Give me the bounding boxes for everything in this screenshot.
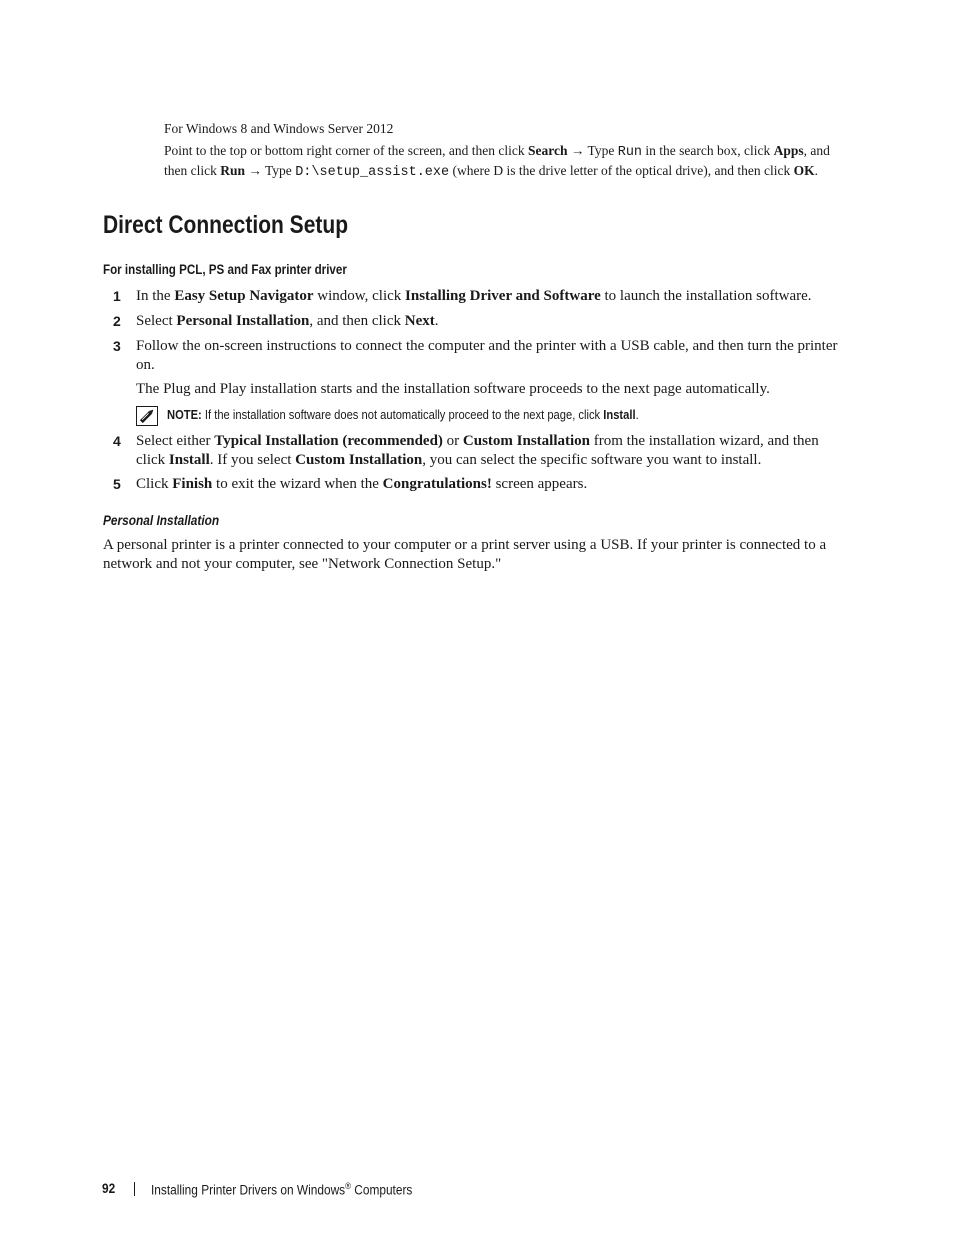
- personal-installation-heading: Personal Installation: [103, 513, 220, 528]
- section-title: Direct Connection Setup: [103, 211, 349, 239]
- windows8-instructions: Point to the top or bottom right corner of the screen, and then click Search → Type Run in the search box, click Apps, and then click Run → Type D:\setup_assist.exe (where D is the drive letter of the optical drive), and then click OK.: [164, 143, 830, 180]
- note-pencil-icon: [136, 406, 158, 426]
- step-number: 5: [113, 476, 121, 492]
- step-number: 3: [113, 338, 121, 354]
- step-followup-text: The Plug and Play installation starts and the installation software proceeds to the next page automatically.: [136, 381, 770, 397]
- personal-installation-text: A personal printer is a printer connected to your computer or a print server using a USB. If your printer is connected to a network and not your computer, see "Network Connection Setup.": [103, 537, 827, 572]
- page-number: 92: [102, 1181, 116, 1196]
- note-text: NOTE: If the installation software does not automatically proceed to the next page, click Install.: [167, 407, 639, 422]
- footer-title: Installing Printer Drivers on Windows® Computers: [151, 1181, 413, 1198]
- step-text: In the Easy Setup Navigator window, click Installing Driver and Software to launch the installation software.: [136, 288, 812, 304]
- step-number: 1: [113, 288, 121, 304]
- step-text: Follow the on-screen instructions to connect the computer and the printer with a USB cable, and then turn the printer on.: [136, 338, 838, 373]
- step-text: Select either Typical Installation (recommended) or Custom Installation from the installation wizard, and then click Install. If you select Custom Installation, you can select the specific software you want to install.: [136, 433, 819, 468]
- footer-divider: [134, 1182, 135, 1196]
- section-subtitle: For installing PCL, PS and Fax printer driver: [103, 262, 347, 277]
- step-text: Click Finish to exit the wizard when the Congratulations! screen appears.: [136, 476, 588, 492]
- step-number: 2: [113, 313, 121, 329]
- step-text: Select Personal Installation, and then click Next.: [136, 313, 439, 329]
- step-number: 4: [113, 433, 121, 449]
- windows8-heading: For Windows 8 and Windows Server 2012: [164, 121, 394, 136]
